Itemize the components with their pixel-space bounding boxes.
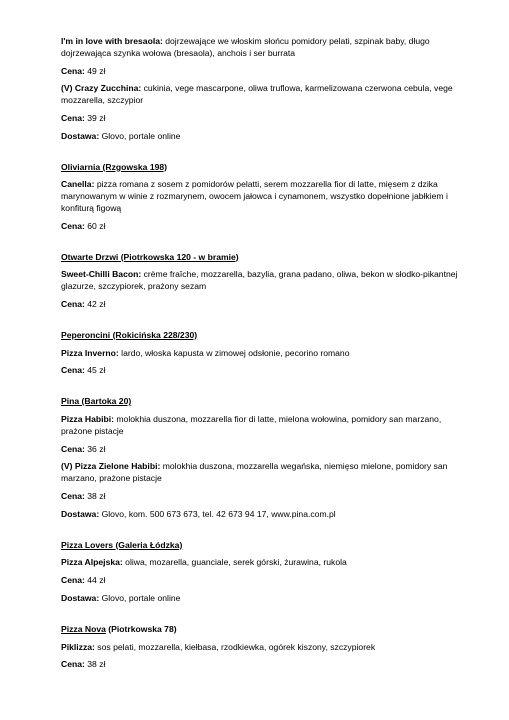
restaurant-name: Peperoncini (Rokicińska 228/230) — [61, 329, 198, 340]
pizza-ingredients: molokhia duszona, mozzarella fior di latte, mielona wołowina, pomidory san marzano, prażone pistacje — [61, 413, 442, 436]
pizza-ingredients: dojrzewające we włoskim słońcu pomidory pelati, szpinak baby, długo dojrzewająca szynka wołowa (bresaola), anchois i ser burrata — [61, 36, 430, 58]
price-value: 42 zł — [84, 298, 106, 309]
price-label: Cena: — [61, 443, 85, 454]
pizza-name: Pizza Habibi: — [61, 413, 115, 424]
price-label: Cena: — [61, 298, 85, 309]
price-value: 60 zł — [84, 220, 106, 231]
pizza-description — [61, 414, 469, 438]
restaurant-name: Pizza Nova — [61, 623, 106, 634]
pizza-description — [61, 179, 469, 214]
restaurant-name: Pina (Bartoka 20) — [61, 396, 132, 407]
pizza-price — [61, 444, 469, 456]
pizza-ingredients: lardo, włoska kapusta w zimowej odsłonie, pecorino romano — [118, 347, 350, 358]
pizza-name: I'm in love with bresaola: — [61, 36, 163, 46]
pizza-price — [61, 299, 469, 311]
pizza-name: (V) Pizza Zielone Habibi: — [61, 461, 161, 472]
pizza-description — [61, 269, 469, 293]
delivery-value: Glovo, portale online — [99, 130, 181, 141]
price-label: Cena: — [61, 659, 85, 670]
pizza-price — [61, 659, 469, 671]
restaurant-address: (Piotrkowska 78) — [105, 623, 177, 634]
restaurant-heading — [61, 330, 469, 342]
pizza-ingredients: oliwa, mozarella, guanciale, serek górski, żurawina, rukola — [122, 557, 347, 568]
price-value: 38 zł — [84, 490, 106, 501]
pizza-price — [61, 575, 469, 587]
price-value: 49 zł — [84, 65, 106, 76]
pizza-name: Piklizza: — [61, 641, 95, 652]
pizza-price — [61, 66, 469, 78]
restaurant-heading — [61, 162, 469, 174]
price-value: 38 zł — [84, 659, 106, 670]
pizza-description — [61, 36, 469, 60]
restaurant-name: Oliviarnia (Rzgowska 198) — [61, 161, 168, 172]
pizza-name: Canella: — [61, 179, 95, 190]
pizza-ingredients: sos pelati, mozzarella, kiełbasa, rzodkiewka, ogórek kiszony, szczypiorek — [94, 641, 376, 652]
pizza-description — [61, 348, 469, 360]
price-value: 36 zł — [84, 443, 106, 454]
price-value: 45 zł — [84, 365, 106, 376]
pizza-ingredients: cukinia, vege mascarpone, oliwa truflowa, karmelizowana czerwona cebula, vege mozzarella, szczypior — [61, 83, 453, 106]
pizza-price — [61, 491, 469, 503]
pizza-price — [61, 113, 469, 125]
pizza-name: Sweet-Chilli Bacon: — [61, 269, 142, 280]
pizza-price — [61, 221, 469, 233]
pizza-ingredients: molokhia duszona, mozzarella wegańska, niemięso mielone, pomidory san marzano, prażone pistacje — [61, 461, 448, 484]
price-label: Cena: — [61, 112, 85, 123]
delivery-label: Dostawa: — [61, 508, 100, 519]
pizza-price — [61, 365, 469, 377]
pizza-description — [61, 642, 469, 654]
delivery-value: Glovo, portale online — [99, 592, 181, 603]
price-value: 44 zł — [84, 575, 106, 586]
price-value: 39 zł — [84, 112, 106, 123]
delivery-info — [61, 593, 469, 605]
price-label: Cena: — [61, 365, 85, 376]
delivery-info — [61, 509, 469, 521]
restaurant-name: Pizza Lovers (Galeria Łódzka) — [61, 539, 183, 550]
price-label: Cena: — [61, 575, 85, 586]
pizza-ingredients: crème fraîche, mozzarella, bazylia, grana padano, oliwa, bekon w słodko-pikantnej glazurze, szczypiorek, prażony sezam — [61, 269, 458, 292]
pizza-description — [61, 461, 469, 485]
restaurant-heading — [61, 396, 469, 408]
price-label: Cena: — [61, 220, 85, 231]
restaurant-heading — [61, 540, 469, 552]
delivery-value: Glovo, kom. 500 673 673, tel. 42 673 94 17, www.pina.com.pl — [99, 508, 336, 519]
price-label: Cena: — [61, 490, 85, 501]
delivery-info — [61, 131, 469, 143]
pizza-description — [61, 83, 469, 107]
pizza-name: Pizza Inverno: — [61, 347, 119, 358]
price-label: Cena: — [61, 65, 85, 76]
pizza-name: Pizza Alpejska: — [61, 557, 123, 568]
restaurant-name: Otwarte Drzwi (Piotrkowska 120 - w bramie) — [61, 251, 239, 262]
delivery-label: Dostawa: — [61, 592, 100, 603]
delivery-label: Dostawa: — [61, 130, 100, 141]
pizza-description — [61, 557, 469, 569]
restaurant-heading — [61, 624, 469, 636]
pizza-ingredients: pizza romana z sosem z pomidorów pelatti, serem mozzarella fior di latte, mięsem z dzika marynowanym w winie z rozmarynem, owocem jałowca i cynamonem, wszystko dopełnione jabłkiem i konfiturą figową — [61, 179, 448, 213]
pizza-name: (V) Crazy Zucchina: — [61, 83, 142, 94]
restaurant-heading — [61, 252, 469, 264]
